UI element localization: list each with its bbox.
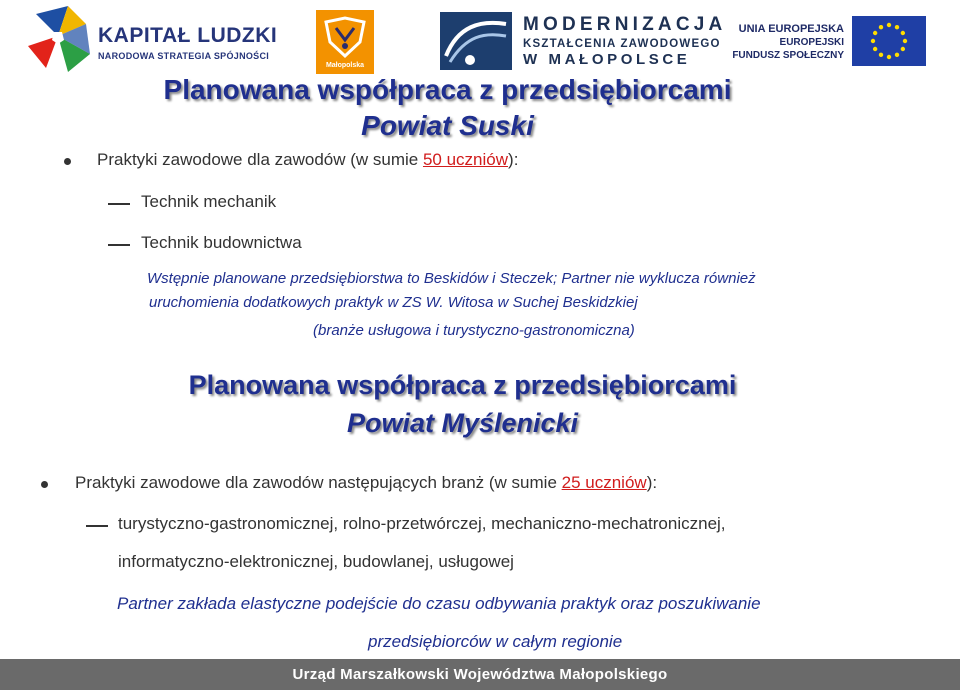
section2-note-1: Partner zakłada elastyczne podejście do czasu odbywania praktyk oraz poszukiwanie [117, 594, 761, 613]
malopolska-emblem-icon [322, 16, 368, 60]
malopolska-label: Małopolska [325, 62, 365, 69]
section1-item-1: Technik mechanik [141, 192, 277, 211]
eu-flag-icon [852, 16, 926, 66]
eu-star [901, 31, 905, 35]
section1-note-2: uruchomienia dodatkowych praktyk w ZS W. Witosa w Suchej Beskidzkiej [149, 294, 638, 311]
bullet-dot [41, 481, 48, 488]
malopolska-logo [316, 10, 374, 74]
section2-note-2: przedsiębiorców w całym regionie [368, 632, 623, 651]
dash [86, 525, 108, 527]
section1-title: Planowana współpraca z przedsiębiorcami [163, 74, 732, 105]
kapital-ludzki-subtitle: NARODOWA STRATEGIA SPÓJNOŚCI [98, 51, 270, 61]
footer-bar [0, 659, 960, 690]
eu-star [873, 47, 877, 51]
section1-note-3: (branże usługowa i turystyczno-gastronomiczna) [313, 322, 635, 339]
section2-item-line1: turystyczno-gastronomicznej, rolno-przetwórczej, mechaniczno-mechatronicznej, [118, 514, 726, 533]
modernizacja-line3: W MAŁOPOLSCE [523, 51, 691, 68]
section1-bullet-text: Praktyki zawodowe dla zawodów (w sumie [97, 150, 423, 169]
section2-highlight: 25 uczniów [561, 473, 647, 492]
eu-star [901, 47, 905, 51]
eu-star [895, 25, 899, 29]
dash [108, 244, 130, 246]
ue-line1: UNIA EUROPEJSKA [738, 23, 844, 35]
eu-star [879, 25, 883, 29]
eu-star [895, 53, 899, 57]
eu-star [873, 31, 877, 35]
kapital-ludzki-logo [28, 4, 278, 76]
eu-star [879, 53, 883, 57]
eu-star [871, 39, 875, 43]
modernizacja-line2: KSZTAŁCENIA ZAWODOWEGO [523, 38, 721, 50]
section1-subtitle: Powiat Suski [361, 110, 534, 141]
section1-note-1: Wstępnie planowane przedsiębiorstwa to Beskidów i Steczek; Partner nie wyklucza również [147, 270, 756, 287]
section1-bullet [97, 150, 518, 170]
section2-bullet [75, 473, 657, 493]
section2-subtitle: Powiat Myślenicki [346, 408, 579, 438]
ue-text [724, 22, 844, 62]
eu-star [887, 23, 891, 27]
eu-star [903, 39, 907, 43]
section2-title: Planowana współpraca z przedsiębiorcami [188, 370, 737, 400]
logo-bar [0, 0, 960, 82]
section1-bullet-end: ): [508, 150, 519, 169]
kapital-ludzki-star-icon [28, 6, 90, 72]
ue-line2: EUROPEJSKI [779, 37, 844, 48]
section1-highlight: 50 uczniów [422, 150, 509, 169]
section1-item-2: Technik budownictwa [141, 233, 302, 252]
modernizacja-swoosh-icon [440, 12, 512, 70]
modernizacja-mark [440, 12, 512, 70]
section2-bullet-text: Praktyki zawodowe dla zawodów następujących branż (w sumie [75, 473, 562, 492]
eu-star [887, 55, 891, 59]
bullet-dot [64, 158, 71, 165]
modernizacja-title: MODERNIZACJA [523, 14, 727, 35]
ue-line3: FUNDUSZ SPOŁECZNY [732, 50, 844, 61]
dash [108, 203, 130, 205]
footer-text: Urząd Marszałkowski Województwa Małopolskiego [292, 666, 668, 683]
kapital-ludzki-title: KAPITAŁ LUDZKI [98, 24, 278, 47]
section2-item-line2: informatyczno-elektronicznej, budowlanej, usługowej [118, 552, 514, 571]
section2-bullet-end: ): [646, 473, 658, 492]
